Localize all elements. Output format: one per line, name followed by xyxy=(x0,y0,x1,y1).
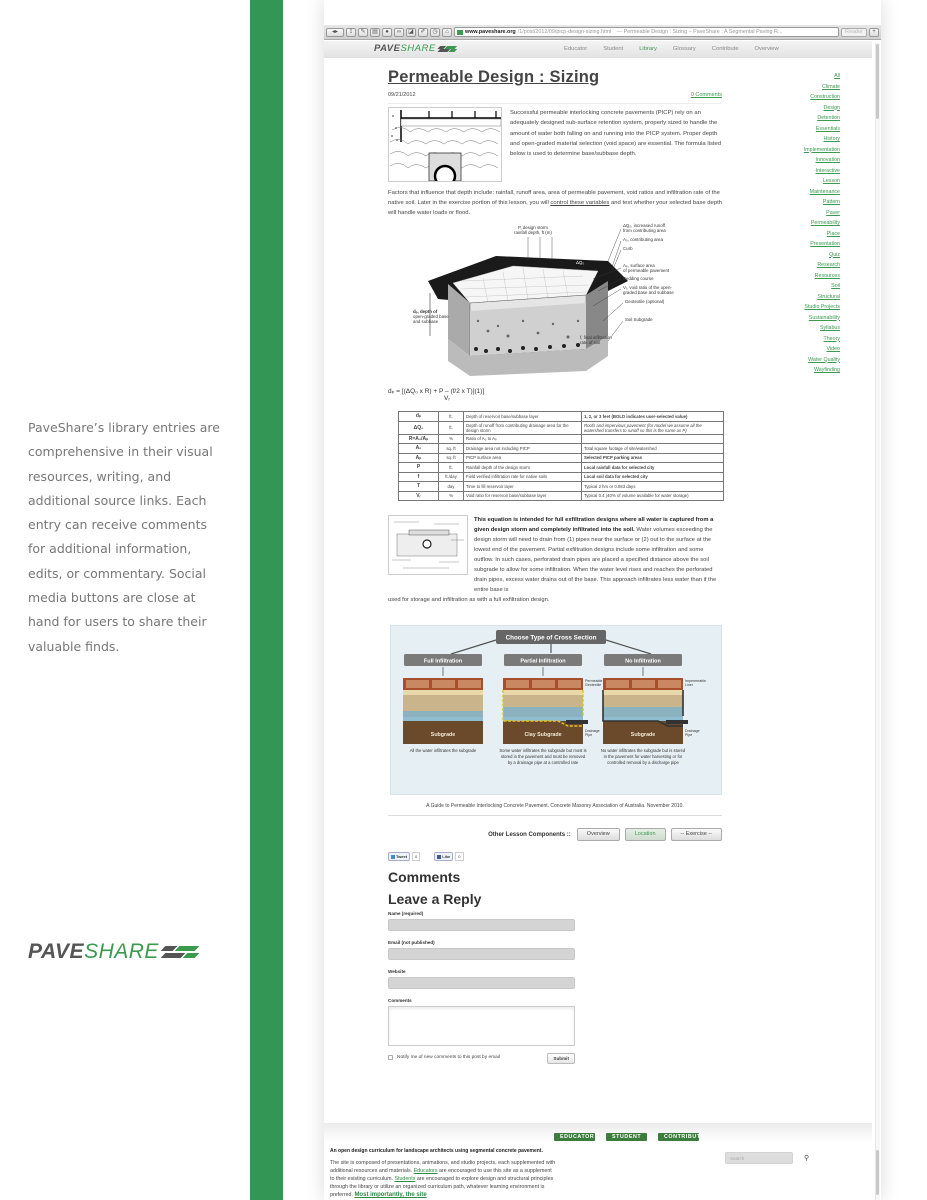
name-input[interactable] xyxy=(388,919,575,931)
tag-link-syllabus[interactable]: Syllabus xyxy=(819,325,840,331)
tag-link-interactive[interactable]: Interactive xyxy=(815,167,840,174)
twitter-bird-icon xyxy=(391,855,395,859)
table-cell-unit: ft. xyxy=(439,421,464,434)
cross-section-caption-box xyxy=(599,748,687,792)
tag-link-permeability[interactable]: Permeability xyxy=(810,220,840,226)
site-header xyxy=(324,41,872,58)
website-label: Website xyxy=(388,969,406,974)
article xyxy=(388,68,722,1060)
table-cell-unit: day xyxy=(439,482,464,492)
footer-search-input[interactable]: Search xyxy=(725,1152,793,1164)
nav-student[interactable]: Student xyxy=(603,46,624,52)
like-label: Like xyxy=(442,854,451,859)
tag-link-construction[interactable]: Construction xyxy=(810,94,840,100)
cross-section-caption-box xyxy=(399,748,487,792)
nav-educator[interactable]: Educator xyxy=(564,46,588,52)
tag-link-pattern[interactable]: Pattern xyxy=(822,199,840,205)
intro-text: Successful permeable interlocking concrete pavements (PICP) rely on an adequately designed sub-surface retention system, properly sized to handle the amount of water both falling on and running into the PICP system. Proper depth and open-graded material selection (void space) are essential. The formula listed below is used to determine base/subbase depth. xyxy=(510,110,722,158)
subgrade-label: Subgrade xyxy=(430,732,456,738)
tag-link-all[interactable]: All xyxy=(834,73,840,79)
accent-bar xyxy=(250,0,283,1200)
vr-label: Vᵣ, void ratio of the open- xyxy=(623,285,672,290)
tag-link-structural[interactable]: Structural xyxy=(817,293,840,300)
comments-heading: Comments xyxy=(388,869,461,885)
logo-share-text: SHARE xyxy=(84,940,159,963)
table-cell-value: Local soil data for selected city xyxy=(582,472,724,482)
soil-subgrade-label: Soil Subgrade xyxy=(625,317,653,322)
subgrade-label: Subgrade xyxy=(630,732,656,738)
exfiltration-detail-image xyxy=(388,515,468,575)
paver-block xyxy=(432,680,455,688)
home-icon[interactable]: ⌂ xyxy=(442,28,452,37)
email-label: Email (not published) xyxy=(388,940,435,945)
formula-denominator: Vᵣ xyxy=(444,395,450,402)
table-cell-sym: T xyxy=(399,482,439,492)
table-cell-value xyxy=(582,434,724,444)
dp-label-3: and subbase xyxy=(413,319,439,324)
factors-paragraph xyxy=(388,188,722,218)
url-page-title: — Permeable Design : Sizing – PaveShare : A Segmental Paving R... xyxy=(616,29,783,35)
drainage-pipe-icon xyxy=(566,720,588,724)
like-button[interactable] xyxy=(434,852,453,861)
nav-contribute[interactable]: Contribute xyxy=(711,46,739,52)
f-label-2: rate of soil xyxy=(580,340,601,345)
post-date: 09/21/2012 xyxy=(388,92,416,98)
scrollbar-track[interactable] xyxy=(875,43,880,1200)
post-meta xyxy=(388,92,722,104)
name-group xyxy=(388,911,722,931)
back-forward-button[interactable]: ◂▸ xyxy=(326,28,344,37)
cross-section-caption: Some water infiltrates the subgrade but most is stored in the pavement and must be removed by a drainage pipe at a controlled rate xyxy=(499,748,587,765)
table-cell-desc: Drainage area not including PICP xyxy=(464,444,582,454)
comments-link[interactable]: 0 Comments xyxy=(690,92,722,98)
table-cell-value: Total square footage of site/watershed xyxy=(582,444,724,454)
paver-block xyxy=(632,680,655,688)
f-label: f, final infiltration xyxy=(580,335,612,340)
tag-link-place[interactable]: Place xyxy=(826,230,840,237)
paver-block xyxy=(406,680,429,688)
tweet-label: Tweet xyxy=(396,854,408,859)
cross-section-caption: All the water infiltrates the subgrade xyxy=(409,748,477,753)
clock-icon[interactable]: ◷ xyxy=(430,28,440,37)
exfiltration-text xyxy=(474,515,722,595)
tag-link-paver[interactable]: Paver xyxy=(826,209,840,216)
exercise-button[interactable]: -- Exercise -- xyxy=(671,828,722,841)
cross-section-diagram xyxy=(390,625,722,795)
vr-label-2: graded base and subbase xyxy=(623,290,674,295)
subgrade-label: Clay Subgrade xyxy=(524,732,562,738)
new-tab-button[interactable]: + xyxy=(869,28,879,37)
water-layer xyxy=(403,711,483,721)
footer-contribute-button[interactable]: CONTRIBUTE xyxy=(658,1133,699,1141)
website-input[interactable] xyxy=(388,977,575,989)
table-cell-desc: Depth of reservoir base/subbase layer xyxy=(464,412,582,422)
footer-body xyxy=(330,1159,556,1199)
name-label: Name (required) xyxy=(388,911,424,916)
url-path: /1/post/2012/09/picp-design-sizing.html xyxy=(517,29,612,35)
table-cell-sym: Aₚ xyxy=(399,453,439,463)
footer-student-button[interactable]: STUDENT xyxy=(606,1133,647,1141)
pipe-label-display: Drainage Pipe xyxy=(685,729,700,738)
site-logo[interactable] xyxy=(374,43,456,54)
footer-educator-button[interactable]: EDUCATOR xyxy=(554,1133,595,1141)
url-host: www.paveshare.org xyxy=(465,29,516,35)
curb-label: Curb xyxy=(623,246,633,251)
binoculars-icon[interactable]: ∞ xyxy=(394,28,404,37)
p-label-2: rainfall depth, ft (m) xyxy=(514,230,552,235)
bookmarks-icon[interactable]: ▤ xyxy=(370,28,380,37)
browser-window xyxy=(324,0,881,1200)
cross-section-type-label: Partial Infiltration xyxy=(520,658,566,665)
tag-link-detention[interactable]: Detention xyxy=(817,115,840,121)
table-cell-sym: ΔQ₀ xyxy=(399,421,439,434)
nav-library[interactable]: Library xyxy=(639,46,657,52)
tag-link-resources[interactable]: Resources xyxy=(814,272,840,279)
table-row xyxy=(399,482,724,492)
pavement-section-image xyxy=(388,107,502,182)
wrench-icon[interactable]: ✎ xyxy=(358,28,368,37)
table-cell-sym: P xyxy=(399,463,439,473)
like-count: 0 xyxy=(455,852,463,861)
table-row xyxy=(399,421,724,434)
exfiltration-section xyxy=(388,515,722,595)
water-layer xyxy=(603,707,683,721)
paver-block xyxy=(558,680,581,688)
comments-group xyxy=(388,998,722,1046)
geotextile-label: Geotextile (optional) xyxy=(625,299,665,304)
reply-heading: Leave a Reply xyxy=(388,891,482,907)
footer-headline: An open design curriculum for landscape architects using segmental concrete pavement. xyxy=(330,1148,543,1154)
share-icon[interactable]: ⇪ xyxy=(346,28,356,37)
cross-section-title: Choose Type of Cross Section xyxy=(505,634,597,642)
overview-button[interactable]: Overview xyxy=(577,828,620,841)
site-footer xyxy=(324,1123,872,1200)
facebook-icon xyxy=(437,855,441,859)
dq-label-2: from contributing area xyxy=(623,228,666,233)
bedding-layer xyxy=(503,690,583,695)
paver-block xyxy=(506,680,529,688)
reader-button[interactable]: Reader xyxy=(841,28,867,37)
tag-link-history[interactable]: History xyxy=(823,136,840,142)
tag-link-research[interactable]: Research xyxy=(817,262,840,268)
side-label-display: Permeable Geotextile xyxy=(585,679,603,688)
table-cell-unit: sq. ft xyxy=(439,453,464,463)
lesson-components xyxy=(388,828,722,841)
tag-link-innovation[interactable]: Innovation xyxy=(815,157,840,163)
tag-link-maintenance[interactable]: Maintenance xyxy=(809,188,840,195)
intro-section xyxy=(388,107,722,182)
footer-buttons xyxy=(554,1133,705,1141)
other-components-label: Other Lesson Components :: xyxy=(488,831,571,838)
exfiltration-bold: This equation is intended for full exfiltration designs where all water is captured from a given design storm and completely infiltrated into the soil. xyxy=(474,517,714,533)
formula-numerator: dₚ = [(ΔQ₀ x R) + P – (f/2 x T)](1)] xyxy=(388,388,485,395)
comments-label: Comments xyxy=(388,998,412,1003)
table-row xyxy=(399,434,724,444)
tag-link-studio-projects[interactable]: Studio Projects xyxy=(804,304,840,310)
tag-link-quiz[interactable]: Quiz xyxy=(829,251,840,258)
depth-formula xyxy=(388,387,722,405)
notify-checkbox[interactable] xyxy=(388,1055,393,1060)
notify-label: Notify me of new comments to this post by email xyxy=(397,1055,500,1060)
cross-section-type-label: No Infiltration xyxy=(625,658,661,665)
table-cell-value: Roofs and impervious pavement (for model we assume all the watershed transfers to runoff so this is the same as P) xyxy=(582,421,724,434)
cross-section-caption-box xyxy=(499,748,587,792)
educators-link[interactable]: Educators xyxy=(413,1168,438,1174)
tag-link-soil[interactable]: Soil xyxy=(831,283,840,289)
paver-mark-icon xyxy=(163,946,197,958)
bedding-layer xyxy=(403,690,483,695)
table-cell-unit: ft. xyxy=(439,463,464,473)
p-label: P, design storm xyxy=(518,225,548,230)
scrollbar-thumb[interactable] xyxy=(876,44,879,119)
exfiltration-tail: used for storage and infiltration as with a full exfiltration design. xyxy=(388,597,550,603)
tag-sidebar xyxy=(704,71,840,376)
table-cell-unit: ft./day xyxy=(439,472,464,482)
table-cell-sym: A₀ xyxy=(399,444,439,454)
cross-section-caption: No water infiltrates the subgrade but is stored in the pavement for water harvesting or for controlled removal by a discharge pipe xyxy=(600,748,686,765)
table-cell-value: Typical 2 hrs or 0.083 days xyxy=(582,482,724,492)
favicon-icon xyxy=(457,30,463,35)
browser-toolbar xyxy=(324,25,881,40)
table-cell-unit: % xyxy=(439,491,464,501)
factors-text-after: and test whether your selected base depth will handle water loads or flood. xyxy=(388,200,723,216)
tag-link-implementation[interactable]: Implementation xyxy=(803,146,840,153)
table-cell-unit: ft. xyxy=(439,412,464,422)
tag-link-essentials[interactable]: Essentials xyxy=(815,125,840,132)
variables-table xyxy=(398,411,724,501)
table-cell-desc: Time to fill reservoir layer xyxy=(464,482,582,492)
logo-pave-text: PAVE xyxy=(28,940,85,963)
like-widget xyxy=(434,852,463,861)
paver-mark-icon xyxy=(439,46,456,52)
tag-link-climate[interactable]: Climate xyxy=(822,83,840,90)
tweet-button[interactable] xyxy=(388,852,410,861)
table-row xyxy=(399,463,724,473)
table-cell-desc: Void ratio for reservoir base/subbase layer xyxy=(464,491,582,501)
control-variables-link[interactable]: control these variables xyxy=(550,200,610,206)
most-importantly-link[interactable]: Most importantly, the site xyxy=(354,1192,427,1198)
table-cell-desc: PICP surface area xyxy=(464,453,582,463)
site-logo-share: SHARE xyxy=(400,43,436,54)
tweet-count: 0 xyxy=(412,852,420,861)
side-label-display: Impermeable Liner xyxy=(685,679,706,688)
table-cell-desc: Ratio of A₀ to Aₚ xyxy=(464,434,582,444)
table-row xyxy=(399,453,724,463)
ap-label: Aₚ, surface area xyxy=(623,263,655,268)
table-cell-desc: Rainfall depth of the design storm xyxy=(464,463,582,473)
paver-block xyxy=(532,680,555,688)
site-nav xyxy=(564,46,795,52)
table-cell-sym: R=A₀/Aₚ xyxy=(399,434,439,444)
dq-label: ΔQ₀, increased runoff xyxy=(623,223,666,228)
table-cell-sym: Vᵣ xyxy=(399,491,439,501)
social-buttons xyxy=(388,852,722,861)
tag-link-video[interactable]: Video xyxy=(826,346,840,352)
email-group xyxy=(388,940,722,960)
footer-body-3: are encouraged to explore design and structural principles through the library or utilize an organized curriculum path, whatever learning environment is preferred. xyxy=(330,1176,554,1198)
tag-link-lesson[interactable]: Lesson xyxy=(822,178,840,184)
table-row xyxy=(399,444,724,454)
email-input[interactable] xyxy=(388,948,575,960)
table-row xyxy=(399,472,724,482)
exfiltration-body: Water volumes exceeding the design storm will need to drain from (1) pipes near the surface or (2) out to the surface at the lowest end of the pavement. Partial exfiltration designs include some infiltration and some outflow. In such cases, perforated drain pipes are placed a specified distance above the soil subgrade to allow for some infiltration. When the water level rises and reaches the perforated drain pipes, excess water drains out of the base. This approach infiltrates less water than if the entire base is xyxy=(474,527,717,593)
figure-caption: A Guide to Permeable Interlocking Concrete Pavement. Concrete Masonry Association of Australia. November 2010. xyxy=(388,803,722,816)
table-cell-unit: sq. ft xyxy=(439,444,464,454)
table-cell-value: Typical 0.4 (40% of volume available for water storage) xyxy=(582,491,724,501)
tag-link-wayfinding[interactable]: Wayfinding xyxy=(813,367,840,373)
search-icon[interactable]: ⚲ xyxy=(804,1155,810,1162)
submit-button[interactable]: Submit xyxy=(547,1053,575,1064)
page-title[interactable]: Permeable Design : Sizing xyxy=(388,68,600,86)
tag-link-presentation[interactable]: Presentation xyxy=(810,241,840,247)
site-logo-pave: PAVE xyxy=(374,43,401,54)
table-cell-sym: dₚ xyxy=(399,412,439,422)
water-layer xyxy=(503,707,583,721)
nav-overview[interactable]: Overview xyxy=(754,46,779,52)
nav-glossary[interactable]: Glossary xyxy=(672,46,696,52)
dq-center-label: ΔQ₀ xyxy=(576,260,585,265)
tag-link-sustainability[interactable]: Sustainability xyxy=(808,314,840,321)
paver-block xyxy=(606,680,629,688)
tag-link-theory[interactable]: Theory xyxy=(823,335,840,342)
ap-label-2: of permeable pavement xyxy=(623,268,670,273)
table-row xyxy=(399,491,724,501)
paveshare-logo xyxy=(28,940,197,964)
paver-block xyxy=(458,680,481,688)
cross-section-type-label: Full Infiltration xyxy=(423,658,463,665)
table-cell-desc: Depth of runoff from contributing drainage area for the design storm xyxy=(464,421,582,434)
notify-row xyxy=(388,1055,575,1060)
globe-icon[interactable]: ● xyxy=(382,28,392,37)
tag-link-design[interactable]: Design xyxy=(823,104,840,111)
promo-description: PaveShare’s library entries are comprehensive in their visual resources, writing, and additional source links. Each entry can receive comments for additional information, edits, or commentary. Social media buttons are close at hand for users to share their valuable finds. xyxy=(28,420,220,654)
footer-body-1: The site is composed of presentations, animations, and studio projects, each supplemented with additional resources and materials. xyxy=(330,1160,556,1174)
pipe-label-display: Drainage Pipe xyxy=(585,729,600,738)
tag-link-water-quality[interactable]: Water Quality xyxy=(808,356,840,363)
footer-body-2: are encouraged to use this site as a supplement to their existing curriculum. xyxy=(330,1168,552,1182)
students-link[interactable]: Students xyxy=(394,1176,416,1182)
permeable-pavement-diagram xyxy=(408,221,708,381)
table-cell-sym: f xyxy=(399,472,439,482)
paver-block xyxy=(658,680,681,688)
address-bar[interactable] xyxy=(454,27,839,37)
table-cell-value: Local rainfall data for selected city xyxy=(582,463,724,473)
dp-label-2: open-graded base xyxy=(413,314,449,319)
comments-textarea[interactable] xyxy=(388,1006,575,1046)
bedding-layer xyxy=(603,690,683,695)
pdf-icon[interactable]: ◪ xyxy=(406,28,416,37)
table-cell-value: 1, 2, or 3 feet (BOLD indicates user-selected value) xyxy=(582,412,724,422)
website-group xyxy=(388,969,722,989)
scrollbar-thumb-lower[interactable] xyxy=(876,1150,879,1195)
dp-label: dₚ, depth of xyxy=(413,309,438,314)
table-cell-unit: % xyxy=(439,434,464,444)
table-cell-desc: Field verified infiltration rate for native soils xyxy=(464,472,582,482)
pen-icon[interactable]: ✐ xyxy=(418,28,428,37)
table-cell-value: Selected PICP parking areas xyxy=(582,453,724,463)
drainage-pipe-icon xyxy=(666,720,688,724)
ac-label: A₀, contributing area xyxy=(623,237,663,242)
table-row xyxy=(399,412,724,422)
location-button[interactable]: Location xyxy=(625,828,666,841)
tweet-widget xyxy=(388,852,420,861)
factors-text-before: Factors that influence that depth include: rainfall, runoff area, area of permeable pavement, void ratios and infiltration rate of the native soil. Later in the exercise portion of this lesson, you will xyxy=(388,190,720,206)
bedding-label: Bedding course xyxy=(623,276,654,281)
